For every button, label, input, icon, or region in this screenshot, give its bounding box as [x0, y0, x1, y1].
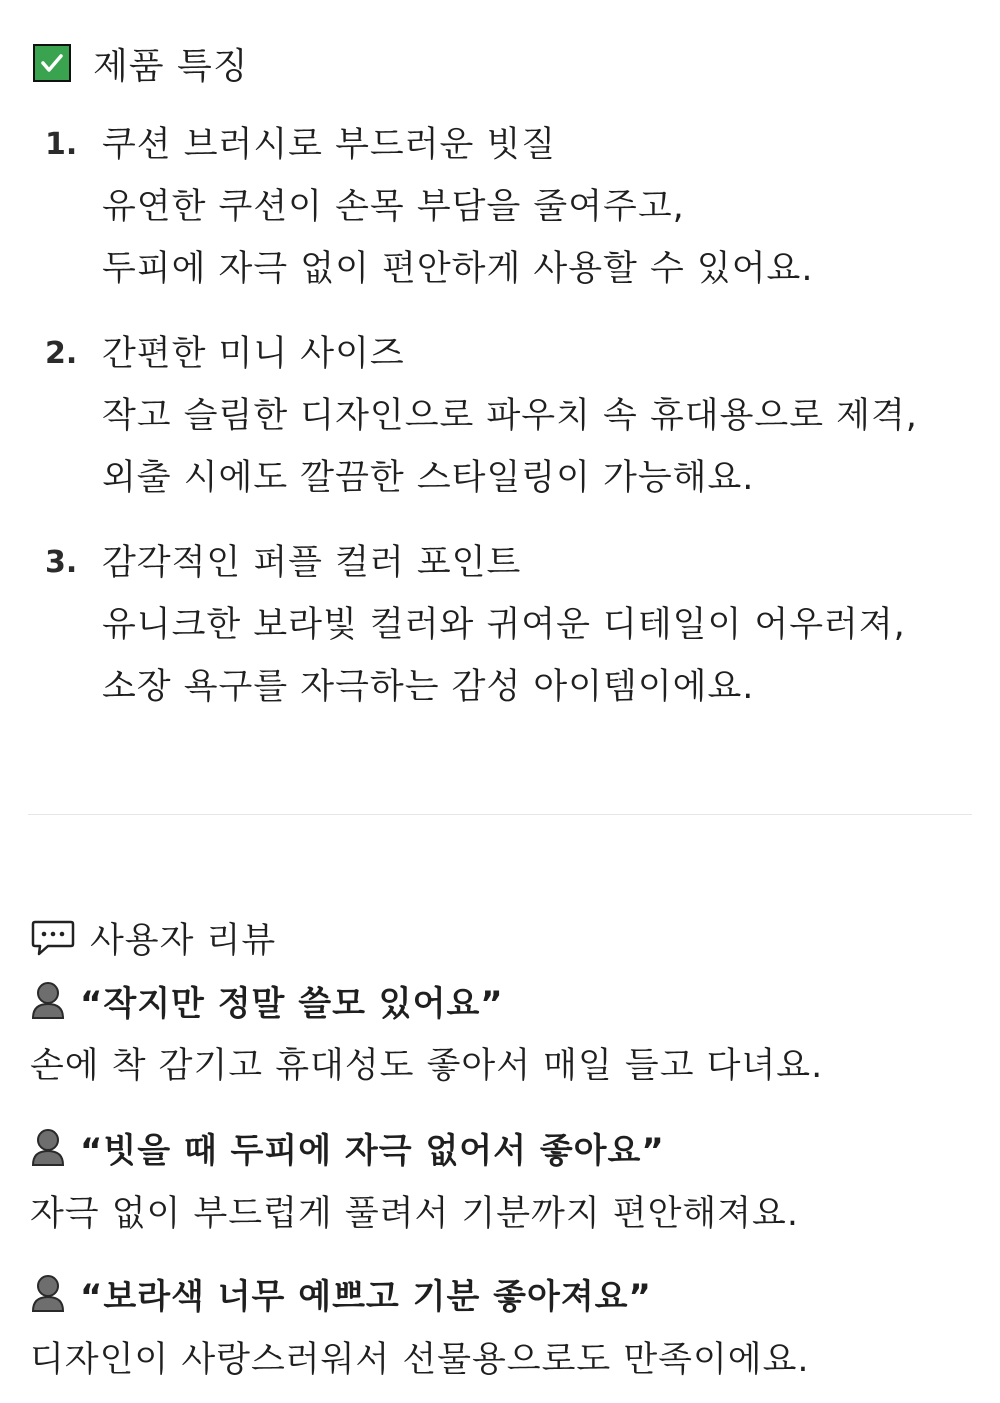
review-quote-text: “작지만 정말 쓸모 있어요”	[80, 983, 504, 1024]
feature-number: 1.	[45, 127, 78, 162]
review-quote-1	[30, 975, 504, 1025]
feature-number: 2.	[45, 336, 78, 371]
feature-heading: 감각적인 퍼플 컬러 포인트	[102, 543, 522, 583]
section-divider	[28, 814, 972, 815]
review-body-2: 자극 없이 부드럽게 풀려서 기분까지 편안해져요.	[30, 1194, 799, 1234]
feature-description-line: 소장 욕구를 자극하는 감성 아이템이에요.	[102, 667, 755, 707]
feature-description-line: 유니크한 보라빛 컬러와 귀여운 디테일이 어우러져,	[102, 605, 906, 645]
review-quote-3	[30, 1268, 652, 1318]
feature-heading: 간편한 미니 사이즈	[102, 334, 405, 374]
person-icon	[30, 1127, 66, 1167]
review-quote-text: “보라색 너무 예쁘고 기분 좋아져요”	[80, 1276, 652, 1317]
feature-description-line: 작고 슬림한 디자인으로 파우치 속 휴대용으로 제격,	[102, 396, 918, 436]
feature-description-line: 두피에 자극 없이 편안하게 사용할 수 있어요.	[102, 249, 814, 289]
check-mark-icon	[33, 44, 71, 82]
review-body-1: 손에 착 감기고 휴대성도 좋아서 매일 들고 다녀요.	[30, 1046, 824, 1086]
feature-number: 3.	[45, 545, 78, 580]
person-icon	[30, 980, 66, 1020]
reviews-title-text: 사용자 리뷰	[90, 921, 277, 961]
speech-bubble-icon	[30, 918, 76, 958]
person-icon	[30, 1273, 66, 1313]
features-section-title	[33, 38, 249, 88]
feature-description-line: 외출 시에도 깔끔한 스타일링이 가능해요.	[102, 458, 755, 498]
features-title-text: 제품 특징	[93, 45, 249, 87]
review-quote-text: “빗을 때 두피에 자극 없어서 좋아요”	[80, 1130, 665, 1171]
reviews-section-title	[30, 914, 276, 962]
review-body-3: 디자인이 사랑스러워서 선물용으로도 만족이에요.	[30, 1340, 810, 1380]
review-quote-2	[30, 1122, 665, 1172]
feature-heading: 쿠션 브러시로 부드러운 빗질	[102, 125, 557, 165]
feature-description-line: 유연한 쿠션이 손목 부담을 줄여주고,	[102, 187, 685, 227]
